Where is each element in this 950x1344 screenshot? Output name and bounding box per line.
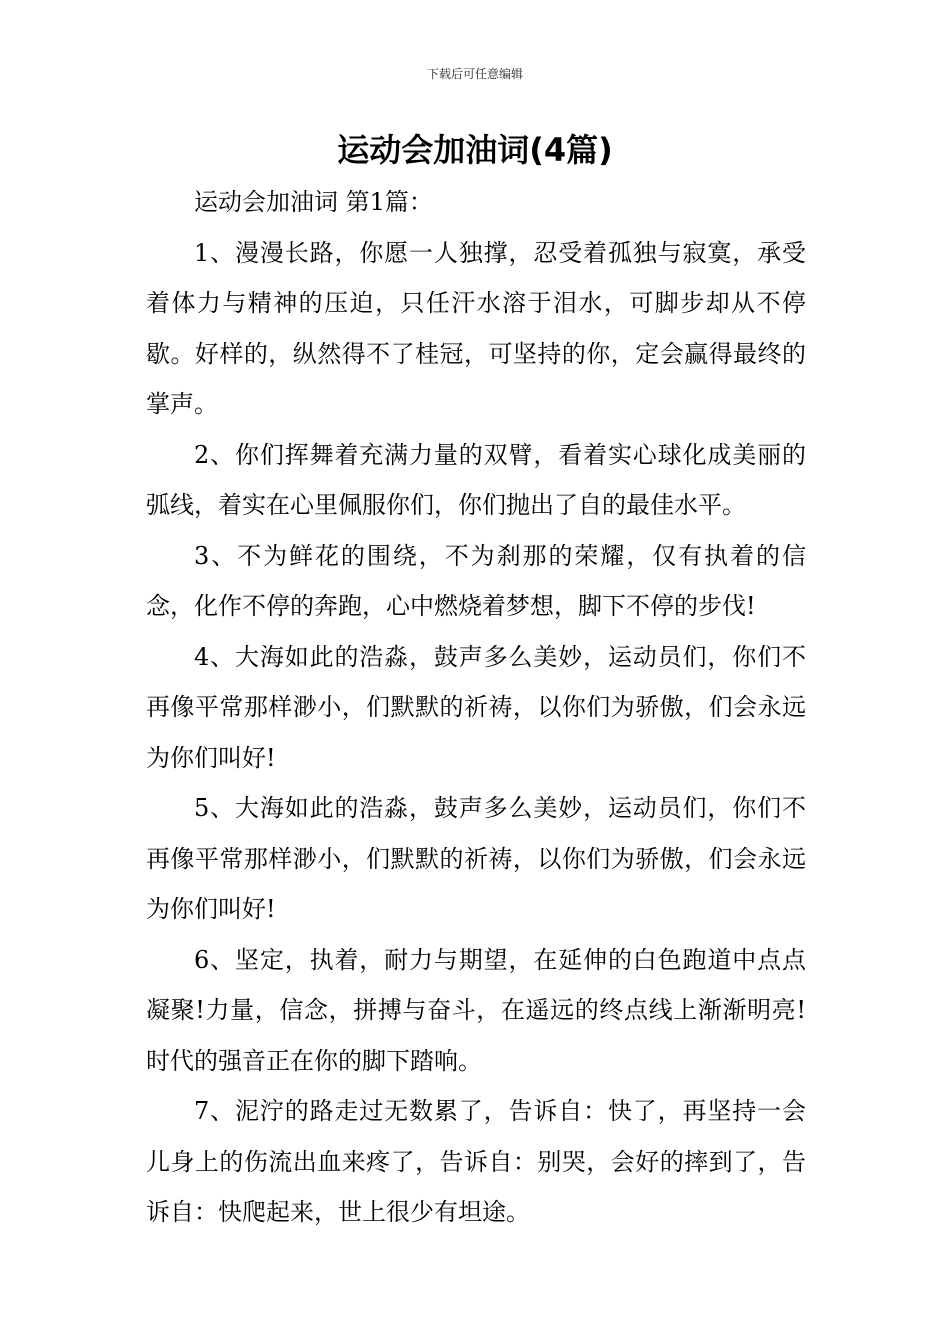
document-body (146, 177, 806, 1238)
section-heading: 运动会加油词 第1篇： (194, 188, 433, 216)
paragraph-7: 7、泥泞的路走过无数累了，告诉自：快了，再坚持一会儿身上的伤流出血来疼了，告诉自：别哭，会好的摔到了，告诉自：快爬起来，世上很少有坦途。 (146, 1097, 806, 1226)
paragraph-1: 1、漫漫长路，你愿一人独撑，忍受着孤独与寂寞，承受着体力与精神的压迫，只任汗水溶于泪水，可脚步却从不停歇。好样的，纵然得不了桂冠，可坚持的你，定会赢得最终的掌声。 (146, 238, 806, 418)
document-title: 运动会加油词(4篇) (337, 131, 613, 169)
paragraph-3: 3、不为鲜花的围绕，不为刹那的荣耀，仅有执着的信念，化作不停的奔跑，心中燃烧着梦想，脚下不停的步伐! (146, 541, 806, 620)
paragraph-6: 6、坚定，执着，耐力与期望，在延伸的白色跑道中点点凝聚!力量，信念，拼搏与奋斗，在遥远的终点线上渐渐明亮!时代的强音正在你的脚下踏响。 (146, 945, 806, 1075)
paragraph-4: 4、大海如此的浩淼，鼓声多么美妙，运动员们，你们不再像平常那样渺小，们默默的祈祷，以你们为骄傲，们会永远为你们叫好! (146, 642, 806, 772)
paragraph-5: 5、大海如此的浩淼，鼓声多么美妙，运动员们，你们不再像平常那样渺小，们默默的祈祷，以你们为骄傲，们会永远为你们叫好! (146, 794, 806, 923)
paragraph-2: 2、你们挥舞着充满力量的双臂，看着实心球化成美丽的弧线，着实在心里佩服你们，你们抛出了自的最佳水平。 (146, 440, 806, 519)
header-note: 下载后可任意编辑 (426, 67, 523, 81)
